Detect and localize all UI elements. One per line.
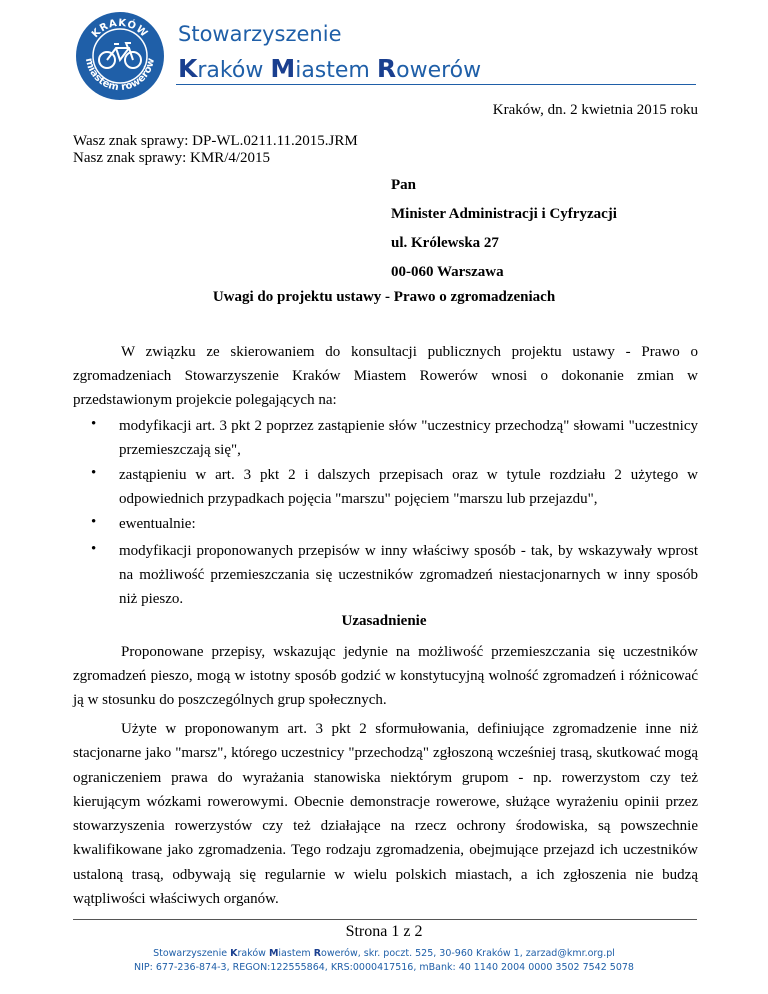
reference-ours: Nasz znak sprawy: KMR/4/2015 xyxy=(73,150,271,166)
justification-paragraph-1: Proponowane przepisy, wskazując jedynie na możliwość przemieszczania się uczestników zgromadzeń pieszo, mogą w istotny sposób godzić w konstytucyjną wolność zgromadzeń i różnicować ją w stosunku do poszczególnych grup społecznych. xyxy=(73,644,698,708)
bullet-icon: • xyxy=(91,514,97,530)
addressee-line: ul. Królewska 27 xyxy=(391,235,499,251)
bicycle-logo-icon xyxy=(74,10,166,102)
footer-contact: Stowarzyszenie Kraków Miastem Rowerów, skr. poczt. 525, 30-960 Kraków 1, zarzad@kmr.org.pl xyxy=(153,948,615,959)
footer-registration: NIP: 677-236-874-3, REGON:122555864, KRS:0000417516, mBank: 40 1140 2004 0000 3502 7542 5078 xyxy=(134,962,634,973)
reference-numbers xyxy=(73,133,358,167)
logo-text-bottom: miastem rowerów xyxy=(82,57,158,94)
addressee-block xyxy=(391,171,617,287)
intro-paragraph: W związku ze skierowaniem do konsultacji publicznych projektu ustawy - Prawo o zgromadzeniach Stowarzyszenie Kraków Miastem Rowerów wnosi o dokonanie zmian w przedstawionym projekcie polegających na: xyxy=(73,344,698,408)
bullet-icon: • xyxy=(91,416,97,432)
addressee-line: Pan xyxy=(391,177,417,193)
justification-heading: Uzasadnienie xyxy=(341,613,427,629)
header-divider xyxy=(176,84,696,85)
reference-theirs: Wasz znak sprawy: DP-WL.0211.11.2015.JRM xyxy=(73,133,358,149)
org-name: Stowarzyszenie xyxy=(178,22,342,46)
letter-page: KRAKÓW miastem rowerów Stowarzyszenie Kraków Miastem Rowerów Kraków, dn. 2 kwietnia 2015 roku Wasz znak sprawy: DP-WL.0211.11.2015.JRM Nasz znak sprawy: KMR/4/2015 Pan Minister Administracji i Cyfryzacji ul. Królewska 27 00-060 Warszawa Uwagi do projektu ustawy - Prawo o zgromadzeniach W związku ze skierowaniem do konsultacji publicznych projektu ustawy - Prawo o zgromadzeniach Stowarzyszenie Kraków Miastem Rowerów wnosi o dokonanie zmian w przedstawionym projekcie polegających na: • modyfikacji art. 3 pkt 2 poprzez zastąpienie słów "uczestnicy przechodzą" słowami "uczestnicy przemieszczają się", • zastąpieniu w art. 3 pkt 2 i dalszych przepisach oraz w tytule rozdziału 2 użytego w odpowiednich przypadkach pojęcia "marszu" pojęciem "marszu lub przejazdu", • ewentualnie: • modyfikacji proponowanych przepisów w inny właściwy sposób - tak, by wskazywały wprost na możliwość przemieszczania się uczestników zgromadzeń niestacjonarnych w inny sposób niż pieszo. Uzasadnienie Proponowane przepisy, wskazując jedynie na możliwość przemieszczania się uczestników zgromadzeń pieszo, mogą w istotny sposób godzić w konstytucyjną wolność zgromadzeń i różnicować ją w stosunku do poszczególnych grup społecznych. Użyte w proponowanym art. 3 pkt 2 sformułowania, definiujące zgromadzenie inne niż stacjonarne jako "marsz", którego uczestnicy "przechodzą" zgłoszoną wcześniej trasą, skutkować mogą ograniczeniem prawa do wyrażania stanowiska niektórym grupom - np. rowerzystom czy też kierującym wózkami rowerowymi. Obecnie demonstracje rowerowe, służące wyrażeniu opinii przez stowarzyszenia rowerzystów czy też działające na rzecz ochrony środowiska, są powszechnie kwalifikowane jako zgromadzenia. Tego rodzaju zgromadzenia, obejmujące przejazd ich uczestników ustaloną trasą, odbywają się regularnie w wielu polskich miastach, a ich zgłoszenia nie budzą wątpliwości właściwych organów. Strona 1 z 2 Stowarzyszenie Kraków Miastem Rowerów, skr. poczt. 525, 30-960 Kraków 1, zarzad@kmr.org.pl NIP: 677-236-874-3, REGON:122555864, KRS:0000417516, mBank: 40 1140 2004 0000 3502 7542 5078 xyxy=(0,0,768,994)
letter-date: Kraków, dn. 2 kwietnia 2015 roku xyxy=(492,102,698,118)
org-full-name: Kraków Miastem Rowerów xyxy=(178,54,482,83)
addressee-line: Minister Administracji i Cyfryzacji xyxy=(391,206,617,222)
page-number: Strona 1 z 2 xyxy=(345,923,423,940)
bullet-icon: • xyxy=(91,465,97,481)
bullet-icon: • xyxy=(91,541,97,557)
letter-subject: Uwagi do projektu ustawy - Prawo o zgromadzeniach xyxy=(212,289,556,305)
addressee-line: 00-060 Warszawa xyxy=(391,264,504,280)
logo-text-top: KRAKÓW xyxy=(89,17,150,41)
footer-divider xyxy=(73,919,697,920)
justification-paragraph-2: Użyte w proponowanym art. 3 pkt 2 sformułowania, definiujące zgromadzenie inne niż stacjonarne jako "marsz", którego uczestnicy "przechodzą" zgłoszoną wcześniej trasą, skutkować mogą ograniczeniem prawa do wyrażania stanowiska niektórym grupom - np. rowerzystom czy też kierującym wózkami rowerowymi. Obecnie demonstracje rowerowe, służące wyrażeniu opinii przez stowarzyszenia rowerzystów czy też działające na rzecz ochrony środowiska, są powszechnie kwalifikowane jako zgromadzenia. Tego rodzaju zgromadzenia, obejmujące przejazd ich uczestników ustaloną trasą, odbywają się regularnie w wielu polskich miastach, a ich zgłoszenia nie budzą wątpliwości właściwych organów. xyxy=(73,721,698,908)
